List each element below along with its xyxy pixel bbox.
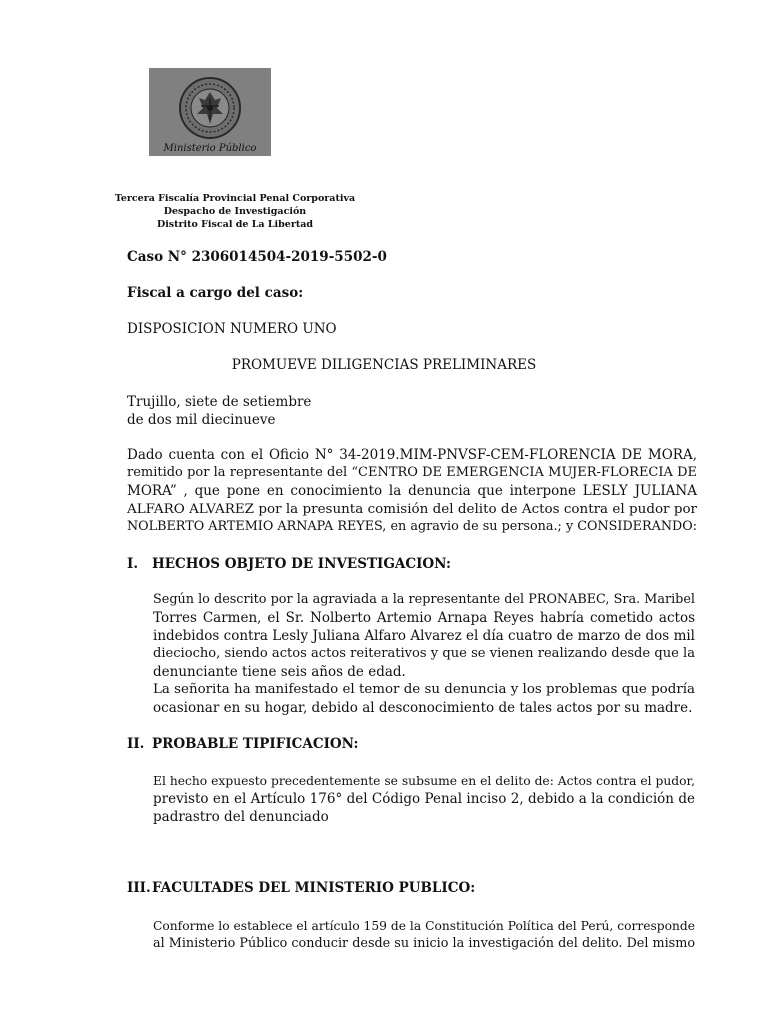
header-line-2: Despacho de Investigación <box>163 206 307 217</box>
intro-line: remitido por la representante del “CENTRO DE EMERGENCIA MUJER-FLORECIA DE <box>127 465 697 480</box>
section-2-paragraph <box>153 772 695 826</box>
intro-line: ALFARO ALVAREZ por la presunta comisión del delito de Actos contra el pudor por <box>127 501 697 517</box>
section-3-line: al Ministerio Público conducir desde su inicio la investigación del delito. Del mismo <box>153 936 695 951</box>
promueve-title: PROMUEVE DILIGENCIAS PRELIMINARES <box>231 357 537 373</box>
intro-paragraph <box>127 446 697 536</box>
section-1-title: HECHOS OBJETO DE INVESTIGACION: <box>152 556 451 572</box>
section-3-number: III. <box>127 880 151 896</box>
section-2-line: El hecho expuesto precedentemente se subsume en el delito de: Actos contra el pudor, <box>153 774 695 788</box>
intro-line: MORA” , que pone en conocimiento la denuncia que interpone LESLY JULIANA <box>127 483 697 499</box>
section-2-line: previsto en el Artículo 176° del Código Penal inciso 2, debido a la condición de <box>153 791 695 807</box>
section-1-paragraph <box>153 591 695 717</box>
ministerio-publico-logo <box>149 68 271 156</box>
intro-line: Dado cuenta con el Oficio N° 34-2019.MIM-PNVSF-CEM-FLORENCIA DE MORA, <box>127 447 697 463</box>
place-date-line-2: de dos mil diecinueve <box>127 412 276 428</box>
disposicion-title: DISPOSICION NUMERO UNO <box>127 321 337 337</box>
logo-caption: Ministerio Público <box>163 143 257 154</box>
office-header <box>110 192 360 231</box>
place-date-line-1: Trujillo, siete de setiembre <box>127 394 312 410</box>
section-1-line: dieciocho, siendo actos actos reiterativos y que se vienen realizando desde que la <box>153 646 695 661</box>
section-2-line: padrastro del denunciado <box>153 809 329 825</box>
section-3-line: Conforme lo establece el artículo 159 de la Constitución Política del Perú, corresponde <box>153 919 695 933</box>
place-date <box>127 393 311 429</box>
section-2-heading <box>127 736 359 752</box>
section-1-number: I. <box>127 556 139 572</box>
section-1-heading <box>127 556 451 572</box>
section-1-line: Torres Carmen, el Sr. Nolberto Artemio Arnapa Reyes habría cometido actos <box>153 610 695 626</box>
section-1-line: Según lo descrito por la agraviada a la representante del PRONABEC, Sra. Maribel <box>153 592 695 607</box>
section-3-heading <box>127 880 475 896</box>
section-2-title: PROBABLE TIPIFICACION: <box>152 736 359 752</box>
case-number: Caso N° 2306014504-2019-5502-0 <box>127 249 387 265</box>
fiscal-label: Fiscal a cargo del caso: <box>127 285 304 301</box>
header-line-3: Distrito Fiscal de La Libertad <box>156 219 314 230</box>
intro-line: NOLBERTO ARTEMIO ARNAPA REYES, en agravio de su persona.; y CONSIDERANDO: <box>127 519 697 534</box>
section-2-number: II. <box>127 736 145 752</box>
section-1-line: ocasionar en su hogar, debido al desconocimiento de tales actos por su madre. <box>153 700 693 716</box>
section-1-line: denunciante tiene seis años de edad. <box>153 664 406 680</box>
section-3-paragraph <box>153 917 695 953</box>
header-line-1: Tercera Fiscalía Provincial Penal Corporativa <box>114 193 356 204</box>
section-1-line: indebidos contra Lesly Juliana Alfaro Alvarez el día cuatro de marzo de dos mil <box>153 628 695 644</box>
section-3-title: FACULTADES DEL MINISTERIO PUBLICO: <box>152 880 476 896</box>
section-1-line: La señorita ha manifestado el temor de su denuncia y los problemas que podría <box>153 682 695 697</box>
